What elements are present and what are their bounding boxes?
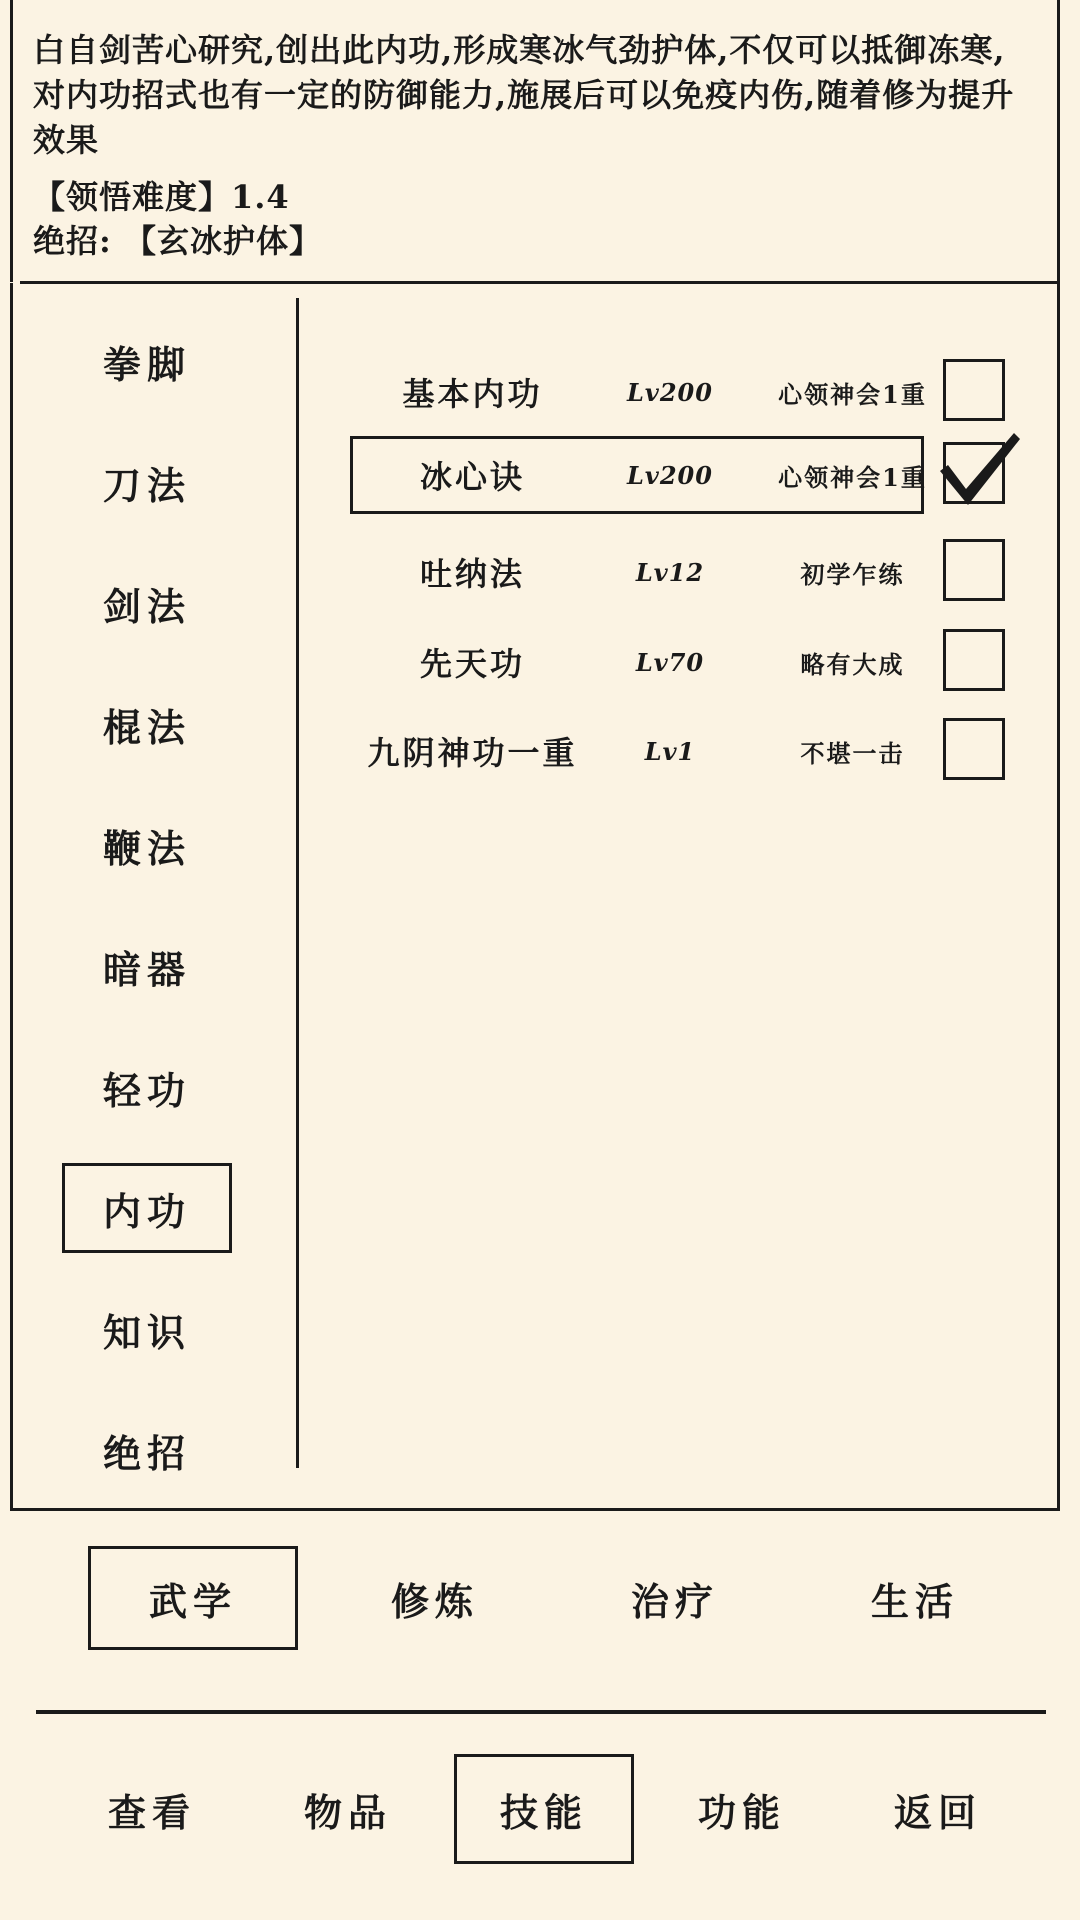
- category-jianfa[interactable]: 剑法: [102, 583, 191, 629]
- skill-checkbox[interactable]: [943, 359, 1005, 421]
- special-move-label: 绝招:: [33, 222, 112, 260]
- skill-row[interactable]: [340, 534, 1030, 610]
- difficulty-value: 1.4: [231, 178, 290, 216]
- skill-rank: 心领神会1重: [778, 462, 927, 492]
- category-juezhao[interactable]: 绝招: [102, 1430, 191, 1476]
- tab-shenghuo[interactable]: 生活: [870, 1578, 959, 1624]
- special-move-line: [33, 216, 322, 262]
- skill-level: Lv200: [627, 377, 713, 407]
- nav-functions-button[interactable]: 功能: [697, 1789, 786, 1835]
- skill-checkbox[interactable]: [943, 718, 1005, 780]
- skill-name: 基本内功: [402, 375, 543, 413]
- skill-row[interactable]: [340, 624, 1030, 700]
- skill-checkbox[interactable]: [943, 539, 1005, 601]
- category-zhishi[interactable]: 知识: [102, 1309, 191, 1355]
- category-daofa[interactable]: 刀法: [102, 462, 191, 508]
- category-divider: [296, 298, 299, 1468]
- skill-row[interactable]: [340, 437, 1030, 513]
- nav-view-button[interactable]: 查看: [107, 1789, 196, 1835]
- nav-back-button[interactable]: 返回: [893, 1789, 982, 1835]
- category-neigong[interactable]: 内功: [62, 1163, 232, 1253]
- skill-rank: 心领神会1重: [778, 379, 927, 409]
- skill-name: 冰心诀: [419, 458, 525, 496]
- skill-level: Lv1: [644, 736, 696, 766]
- tab-xiulian[interactable]: 修炼: [390, 1578, 479, 1624]
- skill-row[interactable]: [340, 713, 1030, 789]
- skill-level: Lv70: [635, 647, 705, 677]
- skill-checkbox[interactable]: [943, 442, 1005, 504]
- skill-row[interactable]: [340, 354, 1030, 430]
- nav-items-button[interactable]: 物品: [303, 1789, 392, 1835]
- difficulty-label: 【领悟难度】: [33, 178, 232, 216]
- skill-level: Lv200: [627, 460, 713, 490]
- checkmark-icon: [934, 427, 1024, 511]
- category-anqi[interactable]: 暗器: [102, 946, 191, 992]
- tab-zhiliao[interactable]: 治疗: [630, 1578, 719, 1624]
- category-qinggong[interactable]: 轻功: [102, 1067, 191, 1113]
- skill-rank: 初学乍练: [800, 559, 905, 589]
- skill-name: 九阴神功一重: [367, 734, 578, 772]
- skill-level: Lv12: [635, 557, 705, 587]
- skill-rank: 略有大成: [800, 649, 905, 679]
- skill-name: 吐纳法: [419, 555, 525, 593]
- skill-description-text: 白自剑苦心研究,创出此内功,形成寒冰气劲护体,不仅可以抵御冻寒,对内功招式也有一定的防御能力,施展后可以免疫内伤,随着修为提升效果: [33, 31, 1015, 159]
- category-quanjiao[interactable]: 拳脚: [102, 341, 191, 387]
- special-move-value: 【玄冰护体】: [123, 222, 322, 260]
- category-bianfa[interactable]: 鞭法: [102, 825, 191, 871]
- nav-skills-button[interactable]: 技能: [454, 1754, 634, 1864]
- skill-checkbox[interactable]: [943, 629, 1005, 691]
- tab-wuxue[interactable]: 武学: [88, 1546, 298, 1650]
- bottom-divider: [36, 1710, 1046, 1714]
- skill-name: 先天功: [419, 645, 525, 683]
- skill-rank: 不堪一击: [800, 738, 905, 768]
- category-gunfa[interactable]: 棍法: [102, 704, 191, 750]
- difficulty-line: [33, 172, 290, 218]
